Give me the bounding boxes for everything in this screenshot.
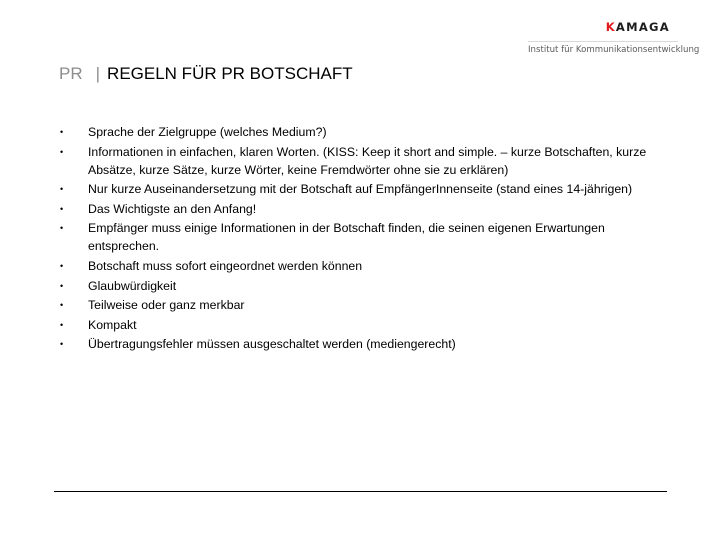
bullet-list	[60, 123, 650, 355]
list-item-text: Botschaft muss sofort eingeordnet werden können	[88, 258, 363, 273]
logo-brand-initial: K	[605, 20, 616, 34]
logo-brand-rest: AMAGA	[615, 20, 670, 34]
bullet-icon: •	[60, 146, 64, 157]
list-item	[60, 277, 650, 295]
bullet-icon: •	[60, 280, 64, 291]
kamaga-logo	[528, 18, 700, 55]
list-item-text: Teilweise oder ganz merkbar	[88, 298, 245, 313]
list-item	[60, 219, 650, 255]
bullet-icon: •	[60, 260, 64, 271]
list-item	[60, 296, 650, 314]
title-prefix: PR	[59, 64, 83, 83]
bullet-icon: •	[60, 203, 64, 214]
bullet-icon: •	[60, 223, 64, 234]
list-item	[60, 316, 650, 334]
list-item-text: Sprache der Zielgruppe (welches Medium?)	[88, 125, 327, 139]
list-item-text: Glaubwürdigkeit	[88, 278, 177, 293]
list-item-text: Nur kurze Auseinandersetzung mit der Botschaft auf EmpfängerInnenseite (stand eines 14-jährigen)	[88, 182, 633, 197]
title-main: REGELN FÜR PR BOTSCHAFT	[107, 64, 353, 83]
slide-title	[59, 64, 353, 84]
bullet-icon: •	[60, 319, 64, 330]
list-item-text: Das Wichtigste an den Anfang!	[88, 201, 257, 216]
list-item	[60, 335, 650, 353]
bullet-icon: •	[60, 127, 64, 137]
title-separator: |	[95, 64, 101, 83]
list-item	[60, 200, 650, 218]
logo-wordmark	[606, 20, 670, 34]
list-item	[60, 123, 650, 141]
logo-subtitle: Institut für Kommunikationsentwicklung	[528, 41, 678, 55]
list-item-text: Informationen in einfachen, klaren Worten. (KISS: Keep it short and simple. – kurze Botschaften, kurze Absätze, kurze Sätze, kurze Wörter, keine Fremdwörter ohne sie zu erklären)	[88, 144, 647, 177]
list-item	[60, 257, 650, 275]
list-item	[60, 180, 650, 198]
footer-divider	[54, 491, 667, 492]
list-item-text: Übertragungsfehler müssen ausgeschaltet werden (mediengerecht)	[88, 337, 456, 352]
list-item	[60, 143, 650, 179]
bullet-icon: •	[60, 300, 64, 311]
bullet-icon: •	[60, 339, 64, 350]
list-item-text: Kompakt	[88, 317, 137, 332]
list-item-text: Empfänger muss einige Informationen in der Botschaft finden, die seinen eigenen Erwartungen entsprechen.	[88, 221, 605, 254]
bullet-icon: •	[60, 184, 64, 195]
